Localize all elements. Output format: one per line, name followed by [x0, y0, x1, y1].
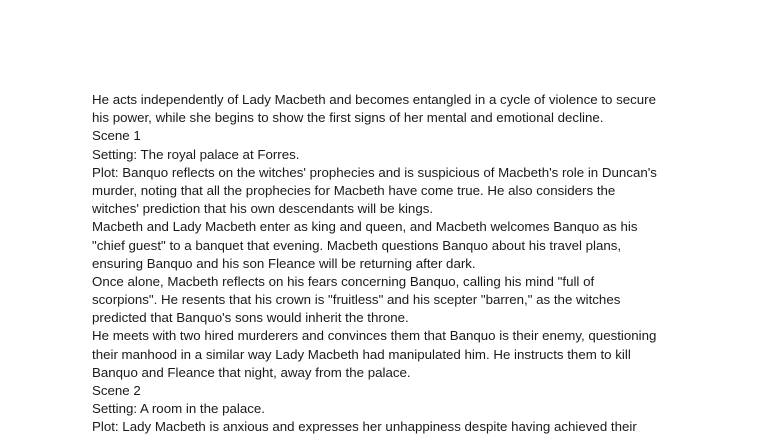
text-line: He acts independently of Lady Macbeth and becomes entangled in a cycle of violence to secure [92, 92, 656, 107]
setting-line: Setting: The royal palace at Forres. [92, 146, 300, 162]
text-line: his power, while she begins to show the first signs of her mental and emotional decline. [92, 110, 604, 126]
text-line: Macbeth and Lady Macbeth enter as king and queen, and Macbeth welcomes Banquo as his [92, 219, 638, 235]
plot-line: Plot: Banquo reflects on the witches' prophecies and is suspicious of Macbeth's role in Duncan's [92, 164, 657, 180]
setting-line: Setting: A room in the palace. [92, 401, 265, 417]
text-line: predicted that Banquo's sons would inherit the throne. [92, 310, 409, 326]
text-line: scorpions". He resents that his crown is "fruitless" and his scepter "barren," as the witches [92, 292, 621, 308]
text-line: Banquo and Fleance that night, away from the palace. [92, 364, 411, 380]
text-line: murder, noting that all the prophecies for Macbeth have come true. He also considers the [92, 182, 616, 198]
text-line: He meets with two hired murderers and convinces them that Banquo is their enemy, questioning [92, 328, 657, 344]
text-line: witches' prediction that his own descendants will be kings. [92, 201, 434, 217]
scene-heading: Scene 1 [92, 128, 141, 144]
text-line: Once alone, Macbeth reflects on his fears concerning Banquo, calling his mind "full of [92, 273, 595, 289]
document-body [92, 91, 772, 437]
text-line: their manhood in a similar way Lady Macbeth had manipulated him. He instructs them to kill [92, 346, 631, 362]
text-line: "chief guest" to a banquet that evening. Macbeth questions Banquo about his travel plans, [92, 237, 622, 253]
scene-heading: Scene 2 [92, 383, 141, 398]
text-line: ensuring Banquo and his son Fleance will be returning after dark. [92, 255, 476, 271]
plot-line: Plot: Lady Macbeth is anxious and expresses her unhappiness despite having achieved their [92, 419, 637, 435]
